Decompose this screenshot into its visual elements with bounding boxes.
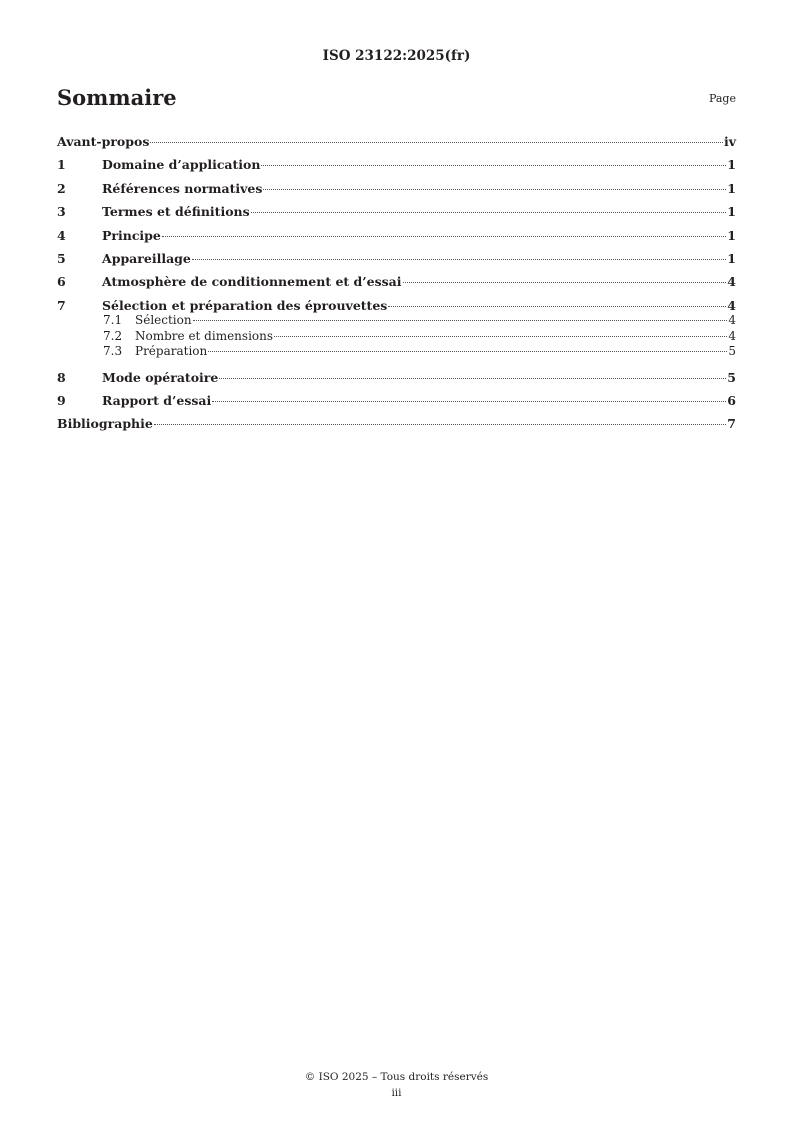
toc-entry-number: 1 <box>57 157 66 173</box>
toc-entry-label: Préparation <box>135 344 208 359</box>
toc-entry-page: 4 <box>728 328 736 343</box>
leader-dots <box>261 165 726 166</box>
leader-dots <box>263 189 726 190</box>
toc-entry-page: 1 <box>727 250 736 266</box>
toc-entry-label: Bibliographie <box>57 416 153 432</box>
toc-entry-number: 9 <box>57 393 66 409</box>
toc-entry-label: Mode opératoire <box>102 369 219 385</box>
toc-entry-label: Avant-propos <box>57 134 150 149</box>
leader-dots <box>219 378 726 379</box>
toc-entry-label: Nombre et dimensions <box>135 328 274 343</box>
toc-entry-number: 7.2 <box>103 328 123 343</box>
toc-entry-page: 6 <box>727 393 736 409</box>
leader-dots <box>403 282 727 283</box>
leader-dots <box>388 306 726 307</box>
toc-entry-9[interactable] <box>57 389 736 412</box>
page-number: iii <box>391 1087 402 1099</box>
toc-entry-2[interactable] <box>57 177 736 200</box>
toc-entry-page: 4 <box>727 274 736 290</box>
toc-entry-page: 5 <box>727 369 736 385</box>
leader-dots <box>212 401 726 402</box>
page-column-label: Page <box>708 92 736 105</box>
toc-entry-page: 7 <box>727 416 736 432</box>
table-of-contents <box>57 130 736 436</box>
page-title: Sommaire <box>57 85 177 110</box>
copyright-notice: © ISO 2025 – Tous droits réservés <box>304 1071 489 1083</box>
page-footer <box>0 1069 793 1101</box>
toc-entry-number: 7.3 <box>103 344 123 359</box>
toc-entry-label: Sélection et préparation des éprouvettes <box>102 297 388 313</box>
toc-entry-page: 1 <box>727 157 736 173</box>
toc-entry-1[interactable] <box>57 153 736 176</box>
toc-entry-number: 8 <box>57 369 66 385</box>
toc-entry-label: Références normatives <box>102 180 263 196</box>
toc-entry-page: 4 <box>727 297 736 313</box>
toc-entry-page: iv <box>723 134 736 149</box>
toc-entry-label: Atmosphère de conditionnement et d’essai <box>102 274 402 290</box>
leader-dots <box>251 212 727 213</box>
leader-dots <box>150 142 723 143</box>
document-header: ISO 23122:2025(fr) <box>322 48 471 64</box>
toc-entry-label: Appareillage <box>102 250 191 266</box>
leader-dots <box>193 320 728 321</box>
toc-entry-label: Termes et définitions <box>102 204 250 220</box>
toc-entry-5[interactable] <box>57 247 736 270</box>
toc-entry-number: 4 <box>57 227 66 243</box>
toc-entry-number: 6 <box>57 274 66 290</box>
toc-entry-page: 1 <box>727 204 736 220</box>
toc-entry-page: 1 <box>727 227 736 243</box>
toc-entry-8[interactable] <box>57 366 736 389</box>
toc-entry-4[interactable] <box>57 224 736 247</box>
toc-entry-foreword[interactable] <box>57 130 736 153</box>
toc-entry-7-3[interactable] <box>57 344 736 360</box>
toc-entry-7-1[interactable] <box>57 313 736 329</box>
toc-entry-bibliography[interactable] <box>57 412 736 435</box>
leader-dots <box>154 424 726 425</box>
toc-entry-label: Principe <box>102 227 161 243</box>
toc-entry-page: 5 <box>728 344 736 359</box>
toc-entry-label: Sélection <box>135 313 192 328</box>
toc-entry-number: 5 <box>57 250 66 266</box>
toc-entry-label: Rapport d’essai <box>102 393 212 409</box>
leader-dots <box>162 236 726 237</box>
toc-entry-7-2[interactable] <box>57 329 736 345</box>
toc-entry-6[interactable] <box>57 270 736 293</box>
toc-entry-page: 1 <box>727 180 736 196</box>
toc-entry-3[interactable] <box>57 200 736 223</box>
leader-dots <box>274 336 727 337</box>
toc-entry-label: Domaine d’application <box>102 157 261 173</box>
toc-entry-number: 2 <box>57 180 66 196</box>
toc-entry-page: 4 <box>728 313 736 328</box>
toc-entry-number: 3 <box>57 204 66 220</box>
leader-dots <box>208 351 727 352</box>
leader-dots <box>192 259 726 260</box>
toc-entry-number: 7.1 <box>103 313 123 328</box>
toc-entry-number: 7 <box>57 297 66 313</box>
